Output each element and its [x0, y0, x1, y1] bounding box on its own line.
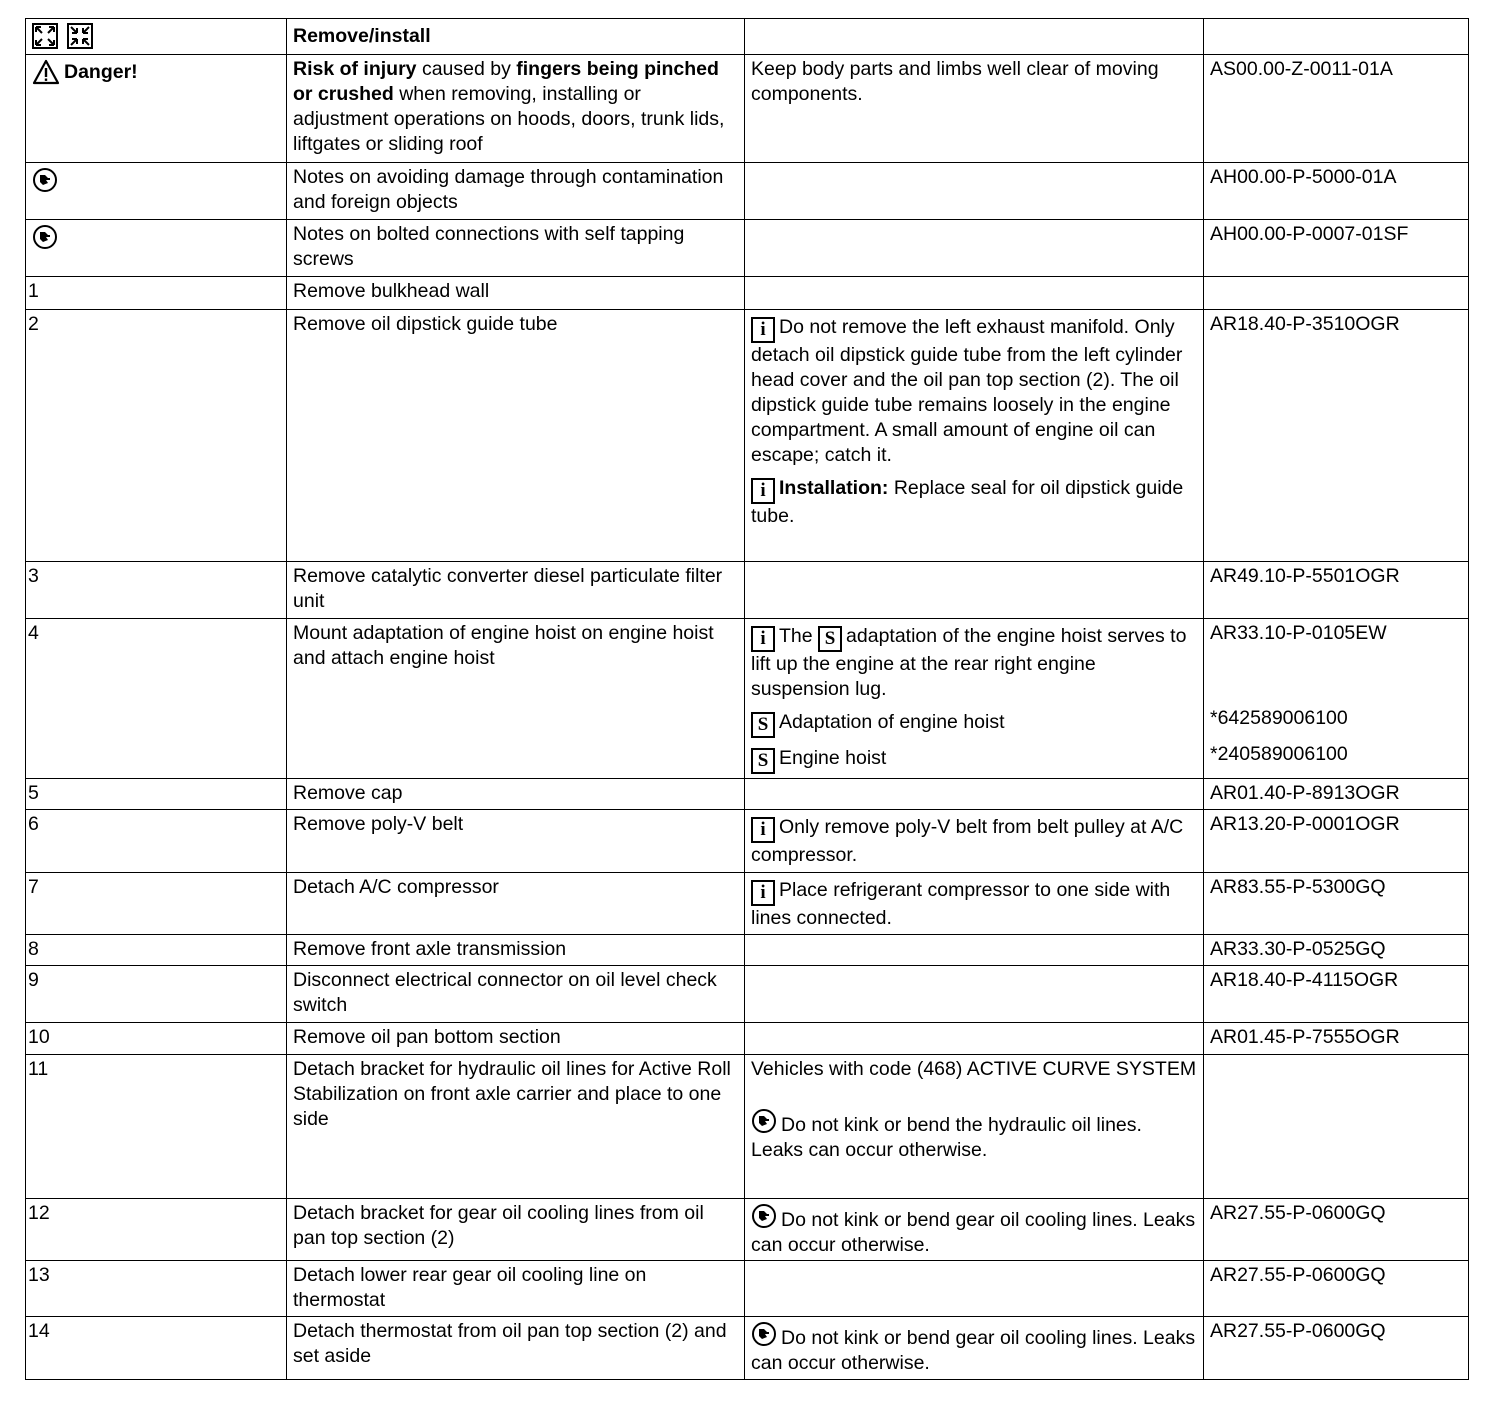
table-row: 9 Disconnect electrical connector on oil level check switch AR18.40-P-4115OGR	[26, 966, 1469, 1023]
table-row: 7 Detach A/C compressor i Place refrigerant compressor to one side with lines connected. AR83.55-P-5300GQ	[26, 873, 1469, 935]
reference-link[interactable]: AR83.55-P-5300GQ	[1204, 873, 1469, 935]
table-row: 4 Mount adaptation of engine hoist on engine hoist and attach engine hoist i The S adaptation of the engine hoist serves to lift up the engine at the rear right engine suspension lug. S Adaptation of engine hoist S Engine hoist AR33.10-P-0105EW *642589006100 *240589006100	[26, 619, 1469, 779]
note-hand-icon	[751, 1203, 777, 1229]
table-row: 2 Remove oil dipstick guide tube i Do not remove the left exhaust manifold. Only detach oil dipstick guide tube from the left cylinder head cover and the oil pan top section (2). The oil dipstick guide tube remains loosely in the engine compartment. A small amount of engine oil can escape; catch it. i Installation: Replace seal for oil dipstick guide tube. AR18.40-P-3510OGR	[26, 310, 1469, 562]
reference-link[interactable]: AH00.00-P-0007-01SF	[1204, 220, 1469, 277]
step-number: 13	[26, 1261, 287, 1317]
reference-link[interactable]: AR27.55-P-0600GQ	[1204, 1199, 1469, 1261]
table-row: 3 Remove catalytic converter diesel particulate filter unit AR49.10-P-5501OGR	[26, 562, 1469, 619]
reference-link[interactable]: AR18.40-P-4115OGR	[1204, 966, 1469, 1023]
table-row: 1 Remove bulkhead wall	[26, 277, 1469, 310]
step-number: 1	[26, 277, 287, 310]
table-row: 10 Remove oil pan bottom section AR01.45-P-7555OGR	[26, 1023, 1469, 1055]
reference-link[interactable]: AR49.10-P-5501OGR	[1204, 562, 1469, 619]
table-row: 6 Remove poly-V belt i Only remove poly-V belt from belt pulley at A/C compressor. AR13.20-P-0001OGR	[26, 810, 1469, 873]
step-number: 6	[26, 810, 287, 873]
note-hand-icon	[751, 1321, 777, 1347]
table-row: 12 Detach bracket for gear oil cooling lines from oil pan top section (2) Do not kink or bend gear oil cooling lines. Leaks can occur otherwise. AR27.55-P-0600GQ	[26, 1199, 1469, 1261]
info-icon: i	[751, 626, 775, 652]
step-number: 14	[26, 1317, 287, 1380]
procedure-table	[25, 18, 1469, 1380]
table-row: Danger! Risk of injury caused by fingers being pinched or crushed when removing, installing or adjustment operations on hoods, doors, trunk lids, liftgates or sliding roof Keep body parts and limbs well clear of moving components. AS00.00-Z-0011-01A	[26, 55, 1469, 163]
table-row: 13 Detach lower rear gear oil cooling line on thermostat AR27.55-P-0600GQ	[26, 1261, 1469, 1317]
reference-link[interactable]: AR27.55-P-0600GQ	[1204, 1317, 1469, 1380]
reference-link[interactable]: AR27.55-P-0600GQ	[1204, 1261, 1469, 1317]
note-hand-icon	[751, 1108, 777, 1134]
note-hand-icon	[32, 224, 58, 250]
step-number: 11	[26, 1055, 287, 1199]
step-number: 7	[26, 873, 287, 935]
special-tool-icon: S	[751, 712, 775, 738]
expand-icon[interactable]	[32, 23, 58, 49]
table-row: 11 Detach bracket for hydraulic oil lines for Active Roll Stabilization on front axle carrier and place to one side Vehicles with code (468) ACTIVE CURVE SYSTEM Do not kink or bend the hydraulic oil lines. Leaks can occur otherwise.	[26, 1055, 1469, 1199]
step-number: 9	[26, 966, 287, 1023]
info-icon: i	[751, 478, 775, 504]
special-tool-icon: S	[751, 748, 775, 774]
special-tool-icon: S	[818, 626, 842, 652]
reference-link[interactable]: AR01.45-P-7555OGR	[1204, 1023, 1469, 1055]
reference-link[interactable]: AR13.20-P-0001OGR	[1204, 810, 1469, 873]
info-icon: i	[751, 817, 775, 843]
info-icon: i	[751, 317, 775, 343]
step-number: 2	[26, 310, 287, 562]
step-number: 5	[26, 779, 287, 810]
warning-triangle-icon	[32, 59, 60, 85]
step-number: 10	[26, 1023, 287, 1055]
table-row: 8 Remove front axle transmission AR33.30-P-0525GQ	[26, 935, 1469, 966]
reference-link[interactable]: AR01.40-P-8913OGR	[1204, 779, 1469, 810]
note-hand-icon	[32, 167, 58, 193]
reference-link[interactable]: AR33.10-P-0105EW	[1210, 622, 1387, 644]
step-number: 4	[26, 619, 287, 779]
table-header-row	[26, 19, 1469, 55]
info-icon: i	[751, 880, 775, 906]
step-number: 12	[26, 1199, 287, 1261]
tool-number[interactable]: *240589006100	[1210, 743, 1348, 765]
reference-link[interactable]: AR18.40-P-3510OGR	[1204, 310, 1469, 562]
table-row: Notes on bolted connections with self tapping screws AH00.00-P-0007-01SF	[26, 220, 1469, 277]
step-number: 8	[26, 935, 287, 966]
reference-link[interactable]: AR33.30-P-0525GQ	[1204, 935, 1469, 966]
reference-link[interactable]: AS00.00-Z-0011-01A	[1204, 55, 1469, 163]
table-row: 14 Detach thermostat from oil pan top section (2) and set aside Do not kink or bend gear oil cooling lines. Leaks can occur otherwise. AR27.55-P-0600GQ	[26, 1317, 1469, 1380]
table-row: Notes on avoiding damage through contamination and foreign objects AH00.00-P-5000-01A	[26, 163, 1469, 220]
tool-number[interactable]: *642589006100	[1210, 707, 1348, 729]
header-title: Remove/install	[287, 19, 745, 55]
step-number: 3	[26, 562, 287, 619]
danger-label: Danger!	[32, 59, 138, 85]
table-row: 5 Remove cap AR01.40-P-8913OGR	[26, 779, 1469, 810]
collapse-icon[interactable]	[67, 23, 93, 49]
reference-link[interactable]: AH00.00-P-5000-01A	[1204, 163, 1469, 220]
